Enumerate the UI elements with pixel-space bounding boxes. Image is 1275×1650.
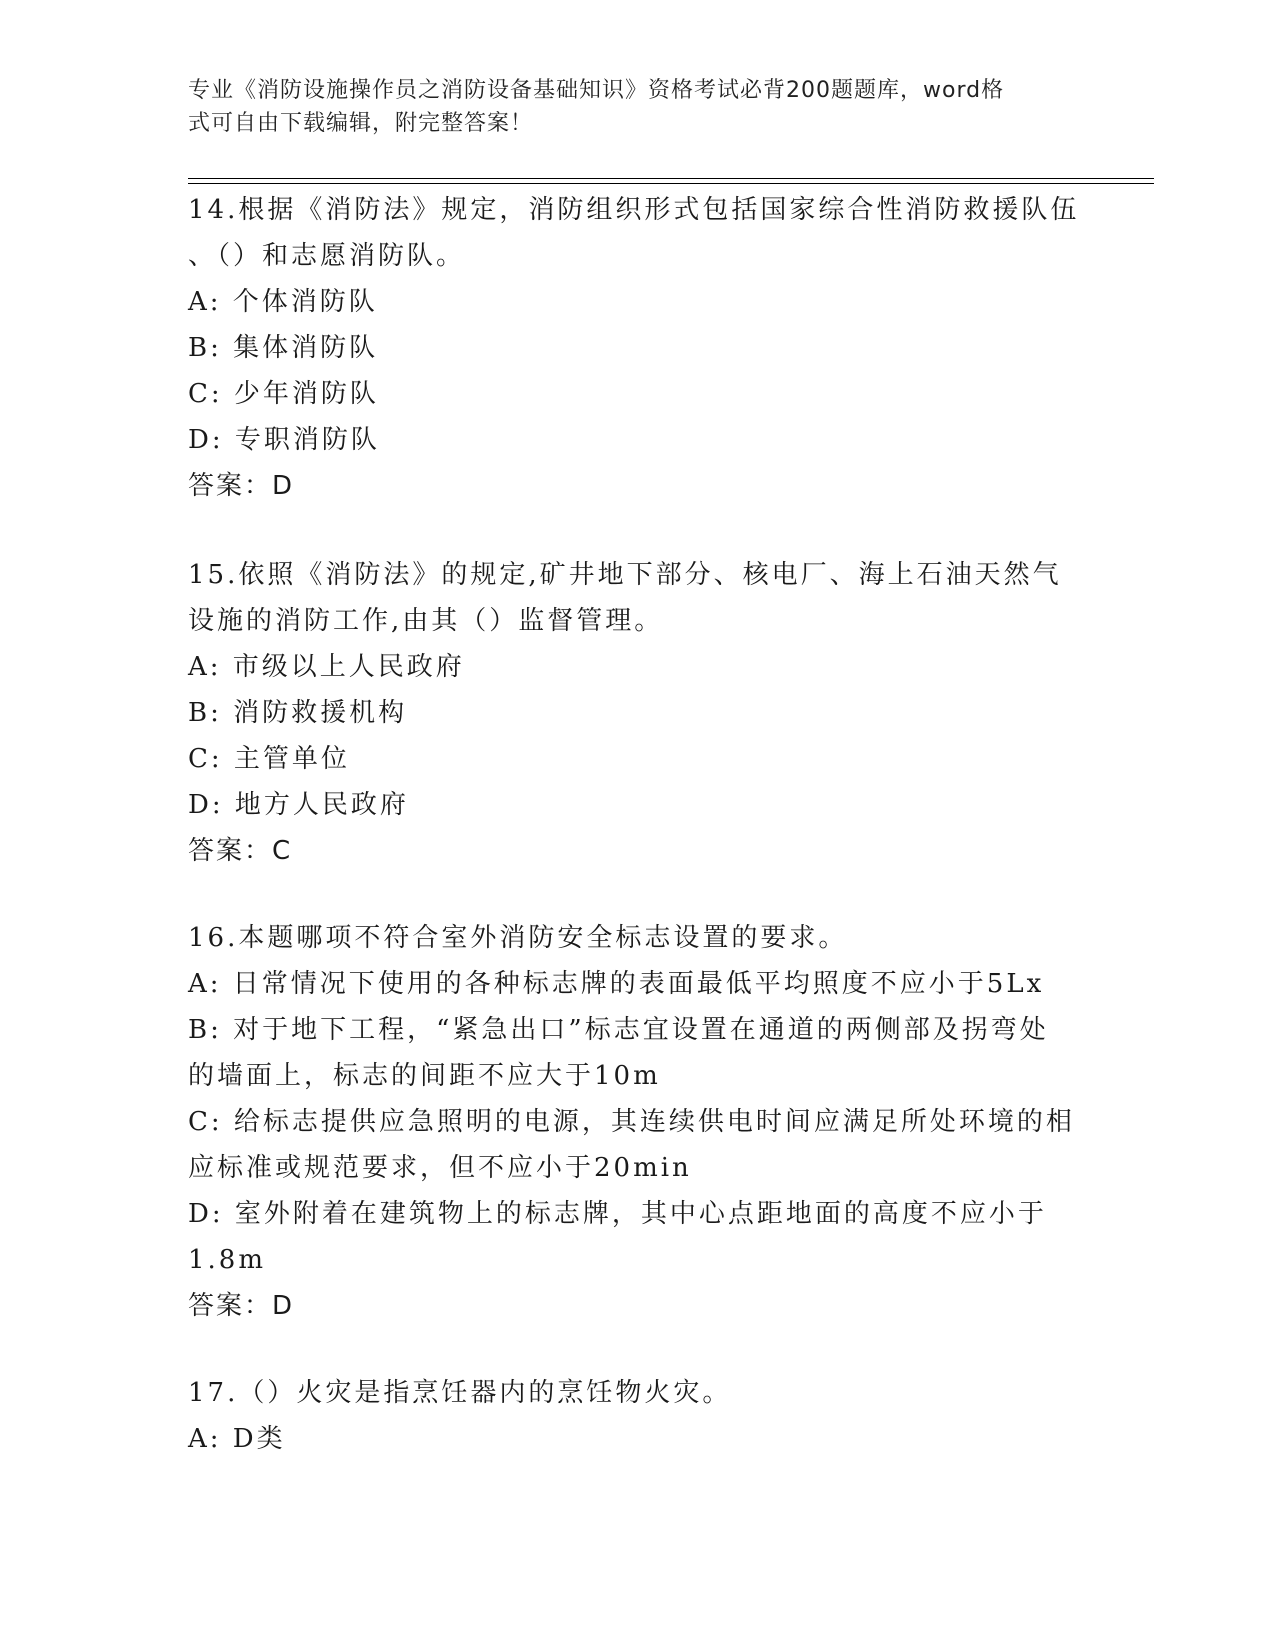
question-block [188, 187, 1088, 509]
option-d: D: 地方人民政府 [188, 790, 409, 820]
option-a: A: 日常情况下使用的各种标志牌的表面最低平均照度不应小于5Lx [188, 969, 1045, 999]
answer-text: 答案：D [188, 1291, 295, 1321]
option-b: B: 集体消防队 [188, 333, 379, 363]
question-block [188, 552, 1088, 874]
option-a: A: 市级以上人民政府 [188, 652, 465, 682]
option-b: B: 消防救援机构 [188, 698, 408, 728]
answer-text: 答案：C [188, 836, 293, 866]
option-a: A: D类 [188, 1424, 286, 1454]
document-header [188, 74, 1068, 140]
question-block [188, 1370, 1088, 1462]
question-stem: 设施的消防工作,由其（）监督管理。 [188, 606, 664, 636]
option-c-continued: 应标准或规范要求，但不应小于20min [188, 1153, 692, 1183]
answer-text: 答案：D [188, 471, 295, 501]
option-a: A: 个体消防队 [188, 287, 378, 317]
option-b: B: 对于地下工程，“紧急出口”标志宜设置在通道的两侧部及拐弯处 [188, 1015, 1049, 1045]
option-d: D: 专职消防队 [188, 425, 380, 455]
option-c: C: 主管单位 [188, 744, 350, 774]
question-stem: 15.依照《消防法》的规定,矿井地下部分、核电厂、海上石油天然气 [188, 560, 1062, 590]
header-rule-top [188, 178, 1154, 179]
question-stem: 、（）和志愿消防队。 [188, 241, 466, 271]
question-stem: 14.根据《消防法》规定，消防组织形式包括国家综合性消防救援队伍 [188, 195, 1080, 225]
question-block [188, 915, 1088, 1329]
option-c: C: 少年消防队 [188, 379, 379, 409]
option-b-continued: 的墙面上，标志的间距不应大于10m [188, 1061, 661, 1091]
header-line: 专业《消防设施操作员之消防设备基础知识》资格考试必背200题题库，word格 [188, 78, 1005, 103]
question-stem: 17.（）火灾是指烹饪器内的烹饪物火灾。 [188, 1378, 732, 1408]
header-line: 式可自由下载编辑，附完整答案！ [188, 111, 534, 136]
option-c: C: 给标志提供应急照明的电源，其连续供电时间应满足所处环境的相 [188, 1107, 1075, 1137]
option-d: D: 室外附着在建筑物上的标志牌，其中心点距地面的高度不应小于 [188, 1199, 1047, 1229]
header-rule-bottom [188, 183, 1154, 184]
option-d-continued: 1.8m [188, 1245, 267, 1275]
question-stem: 16.本题哪项不符合室外消防安全标志设置的要求。 [188, 923, 848, 953]
